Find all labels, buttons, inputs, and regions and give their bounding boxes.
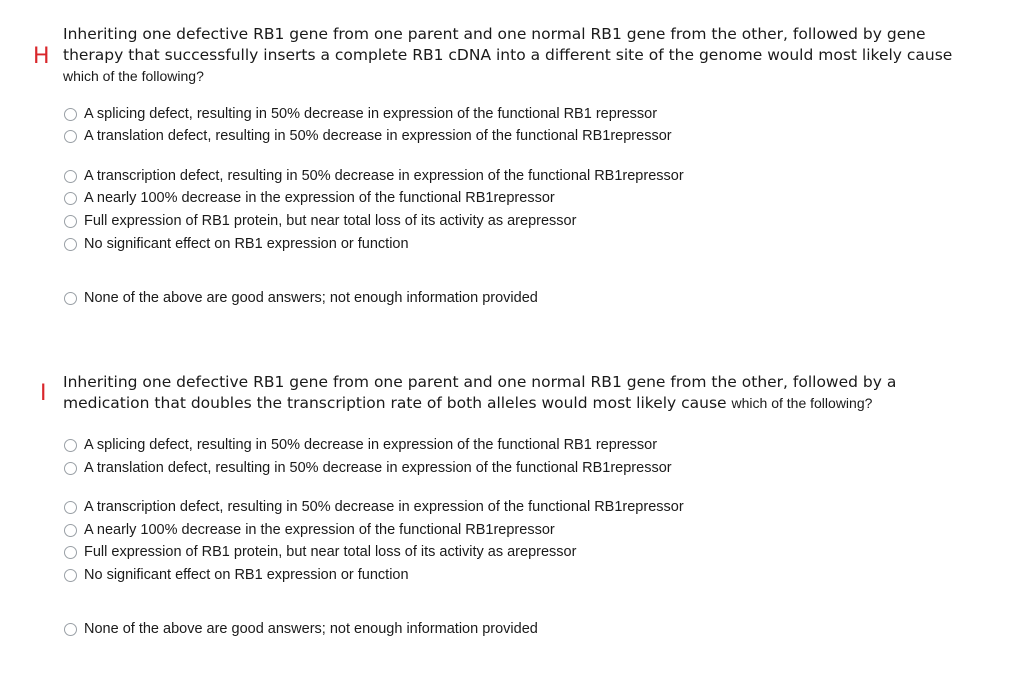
answer-option[interactable] (64, 542, 576, 562)
answer-option[interactable] (64, 458, 672, 478)
radio-button[interactable] (64, 501, 77, 514)
radio-button[interactable] (64, 439, 77, 452)
answer-option[interactable] (64, 435, 657, 455)
answer-option[interactable] (64, 497, 684, 517)
answer-option[interactable] (64, 619, 538, 639)
answer-option[interactable] (64, 188, 555, 208)
question-stem-main: Inheriting one defective RB1 gene from one parent and one normal RB1 gene from the other, followed by a medication that doubles the transcription rate of both alleles would most likely cause (63, 373, 897, 412)
question-marker: I (40, 381, 47, 406)
question-stem (63, 372, 963, 414)
radio-button[interactable] (64, 108, 77, 121)
answer-option-label: Full expression of RB1 protein, but near total loss of its activity as arepressor (84, 544, 577, 560)
question-stem-tail: which of the following? (63, 68, 204, 84)
answer-option[interactable] (64, 288, 538, 308)
question-stem (63, 24, 963, 87)
question-stem-main: Inheriting one defective RB1 gene from one parent and one normal RB1 gene from the other, followed by gene therapy that successfully inserts a complete RB1 cDNA into a different site of the genome would most likely cause (63, 25, 953, 64)
answer-option-label: A transcription defect, resulting in 50% decrease in expression of the functional RB1repressor (84, 499, 684, 515)
radio-button[interactable] (64, 192, 77, 205)
radio-button[interactable] (64, 292, 77, 305)
answer-option[interactable] (64, 520, 555, 540)
question-marker: H (33, 44, 50, 69)
answer-option[interactable] (64, 166, 684, 186)
answer-option-label: None of the above are good answers; not enough information provided (84, 290, 538, 306)
radio-button[interactable] (64, 130, 77, 143)
radio-button[interactable] (64, 569, 77, 582)
radio-button[interactable] (64, 238, 77, 251)
answer-option-label: A splicing defect, resulting in 50% decrease in expression of the functional RB1 repressor (84, 106, 658, 122)
answer-option-label: A translation defect, resulting in 50% decrease in expression of the functional RB1repressor (84, 128, 672, 144)
radio-button[interactable] (64, 462, 77, 475)
radio-button[interactable] (64, 215, 77, 228)
radio-button[interactable] (64, 170, 77, 183)
answer-option[interactable] (64, 211, 576, 231)
answer-option-label: None of the above are good answers; not enough information provided (84, 621, 538, 637)
answer-option-label: A nearly 100% decrease in the expression of the functional RB1repressor (84, 522, 555, 538)
answer-option[interactable] (64, 565, 409, 585)
question-stem-tail: which of the following? (731, 395, 873, 411)
answer-option-label: A nearly 100% decrease in the expression of the functional RB1repressor (84, 190, 555, 206)
answer-option-label: A splicing defect, resulting in 50% decrease in expression of the functional RB1 repressor (84, 437, 658, 453)
answer-option-label: Full expression of RB1 protein, but near total loss of its activity as arepressor (84, 213, 577, 229)
answer-option-label: No significant effect on RB1 expression or function (84, 567, 409, 583)
answer-option-label: A transcription defect, resulting in 50% decrease in expression of the functional RB1repressor (84, 168, 684, 184)
answer-option[interactable] (64, 234, 409, 254)
answer-option-label: A translation defect, resulting in 50% decrease in expression of the functional RB1repressor (84, 460, 672, 476)
radio-button[interactable] (64, 524, 77, 537)
answer-option-label: No significant effect on RB1 expression or function (84, 236, 409, 252)
answer-option[interactable] (64, 126, 672, 146)
answer-option[interactable] (64, 104, 657, 124)
radio-button[interactable] (64, 546, 77, 559)
radio-button[interactable] (64, 623, 77, 636)
